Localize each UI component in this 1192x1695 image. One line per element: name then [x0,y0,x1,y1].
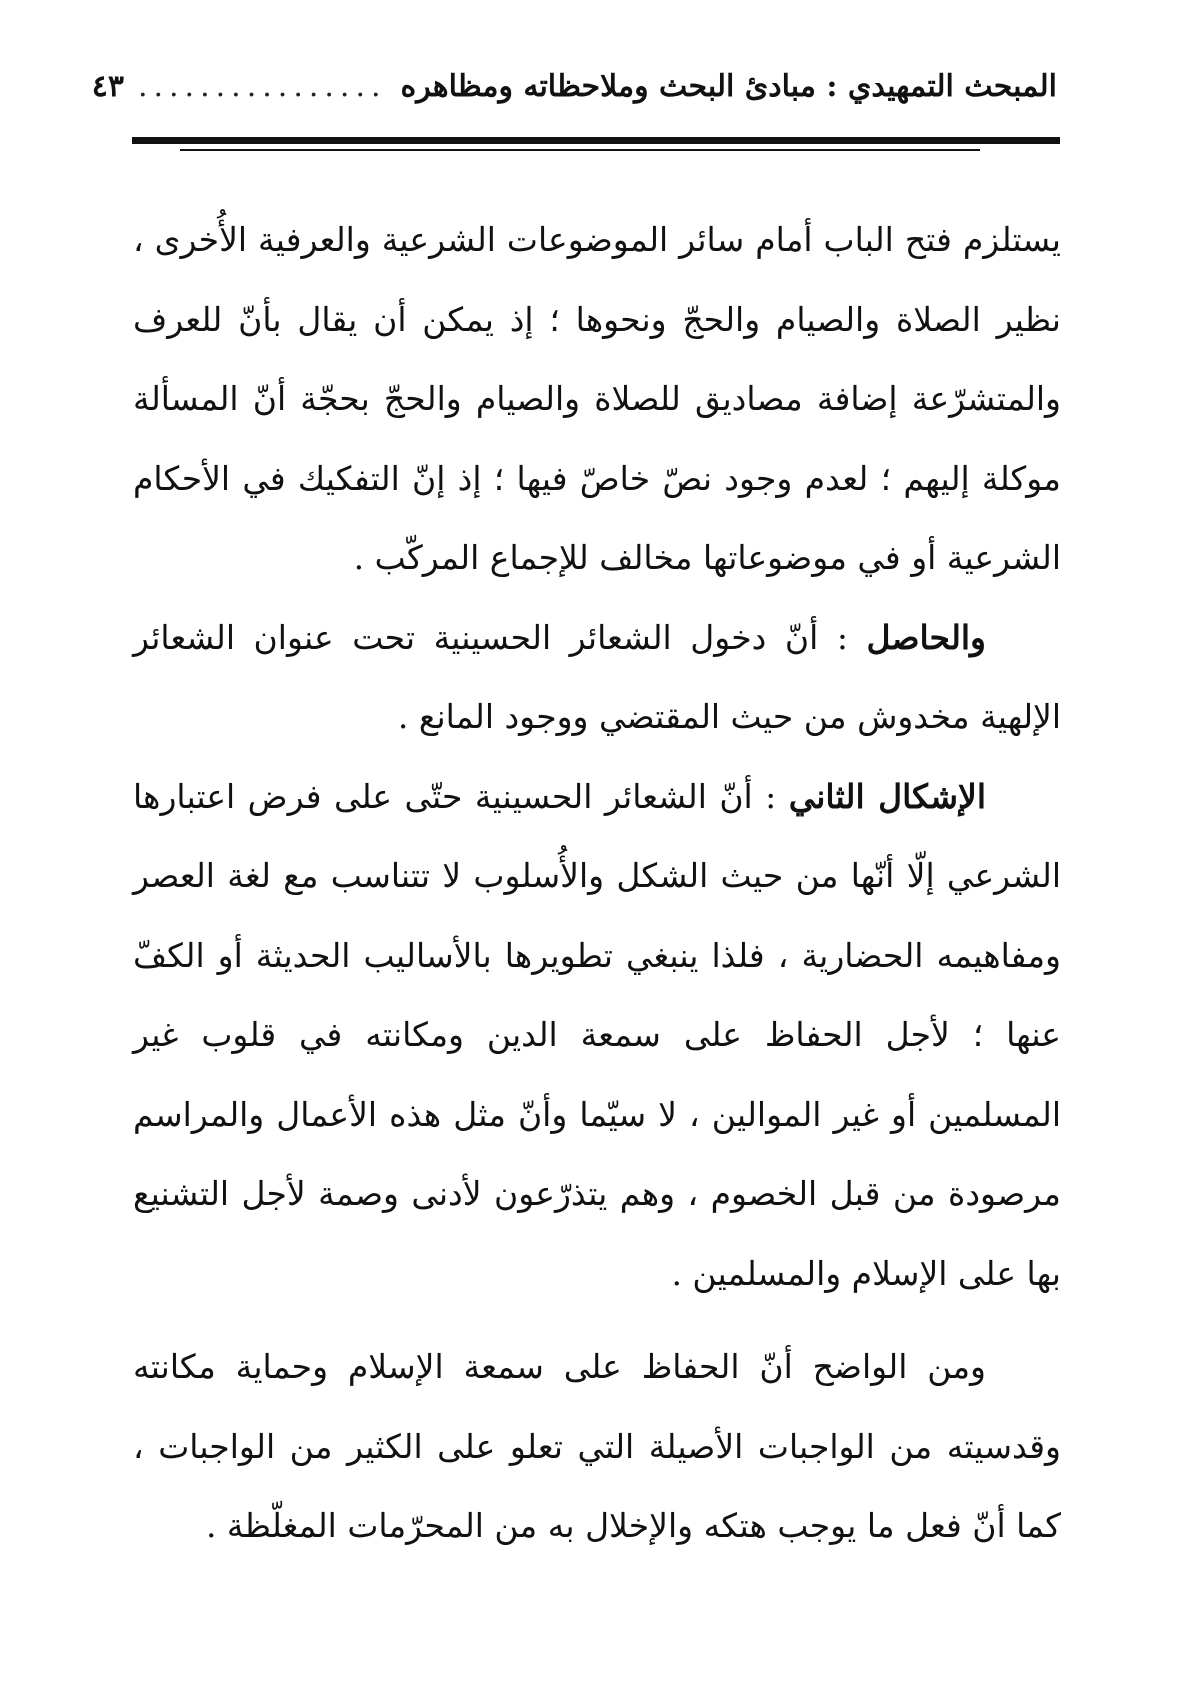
paragraph-3 [133,757,1061,1314]
paragraph-4-text: ومن الواضح أنّ الحفاظ على سمعة الإسلام وحماية مكانته وقدسيته من الواجبات الأصيلة التي تعلو على الكثير من الواجبات ، كما أنّ فعل ما يوجب هتكه والإخلال به من المحرّمات المغلّظة . [133,1347,1061,1545]
paragraph-4 [133,1327,1061,1566]
header-rule-thick [132,137,1060,144]
paragraph-2-lead: والحاصل [866,617,986,657]
body-text [133,200,1061,1566]
paragraph-2-text: : أنّ دخول الشعائر الحسينية تحت عنوان الشعائر الإلهية مخدوش من حيث المقتضي ووجود المانع . [133,617,1061,736]
paragraph-3-lead: الإشكال الثاني [788,776,986,816]
running-header [91,62,1057,110]
paragraph-3-text: : أنّ الشعائر الحسينية حتّى على فرض اعتبارها الشرعي إلّا أنّها من حيث الشكل والأُسلوب لا تتناسب مع لغة العصر ومفاهيمه الحضارية ، فلذا ينبغي تطويرها بالأساليب الحديثة أو الكفّ عنها ؛ لأجل الحفاظ على سمعة الدين ومكانته في قلوب غير المسلمين أو غير الموالين ، لا سيّما وأنّ مثل هذه الأعمال والمراسم مرصودة من قبل الخصوم ، وهم يتذرّعون لأدنى وصمة لأجل التشنيع بها على الإسلام والمسلمين . [133,776,1062,1293]
page-number: ٤٣ [91,68,124,104]
header-rule-thin [180,149,980,151]
paragraph-1-text: يستلزم فتح الباب أمام سائر الموضوعات الشرعية والعرفية الأُخرى ، نظير الصلاة والصيام والحجّ ونحوها ؛ إذ يمكن أن يقال بأنّ للعرف والمتشرّعة إضافة مصاديق للصلاة والصيام والحجّ بحجّة أنّ المسألة موكلة إليهم ؛ لعدم وجود نصّ خاصّ فيها ؛ إذ إنّ التفكيك في الأحكام الشرعية أو في موضوعاتها مخالف للإجماع المركّب . [133,220,1061,577]
paragraph-1 [133,200,1061,598]
paragraph-2 [133,598,1061,757]
header-leader-dots: ................ [137,68,387,104]
header-title: المبحث التمهيدي : مبادئ البحث وملاحظاته ومظاهره [400,68,1057,104]
